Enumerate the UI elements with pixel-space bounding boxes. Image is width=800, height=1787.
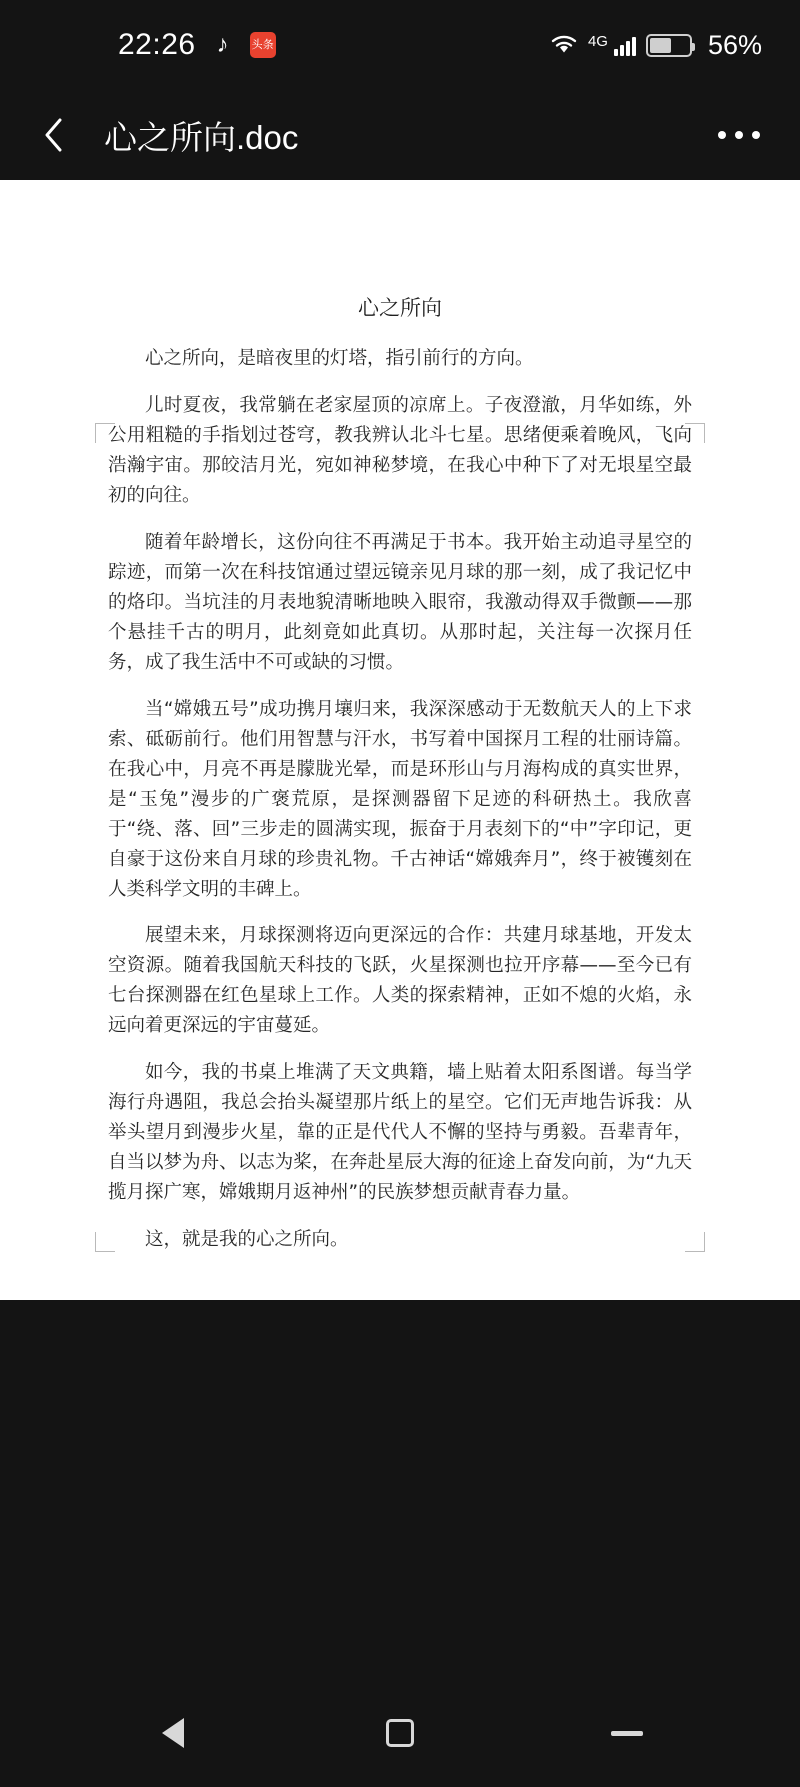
tiktok-icon: ♪ xyxy=(216,31,229,58)
document-scroll-area[interactable] xyxy=(0,180,800,1300)
toutiao-icon: 头条 xyxy=(250,32,276,58)
document-paragraph: 这，就是我的心之所向。 xyxy=(145,1229,349,1251)
document-paragraph: 心之所向，是暗夜里的灯塔，指引前行的方向。 xyxy=(145,348,534,369)
document-paragraph: 展望未来，月球探测将迈向更深远的合作：共建月球基地，开发太空资源。随着我国航天科技的飞跃，火星探测也拉开序幕——至今已有七台探测器在红色星球上工作。人类的探索精神，正如不熄的火焰，永远向着更深远的宇宙蔓延。 xyxy=(108,925,692,1037)
status-time: 22:26 xyxy=(118,28,196,61)
document-paragraph: 儿时夏夜，我常躺在老家屋顶的凉席上。子夜澄澈，月华如练，外公用粗糙的手指划过苍穹，教我辨认北斗七星。思绪便乘着晚风，飞向浩瀚宇宙。那皎洁月光，宛如神秘梦境，在我心中种下了对无垠星空最初的向往。 xyxy=(108,394,692,506)
battery-icon xyxy=(646,34,692,57)
document-body xyxy=(0,292,800,1255)
battery-percent-label: 56% xyxy=(707,29,762,60)
system-nav-bar xyxy=(0,1679,800,1787)
status-bar-left xyxy=(118,28,276,62)
nav-recent-icon[interactable] xyxy=(592,1698,662,1768)
crop-mark-bottom-left xyxy=(95,1232,115,1252)
document-paragraph: 随着年龄增长，这份向往不再满足于书本。我开始主动追寻星空的踪迹，而第一次在科技馆通过望远镜亲见月球的那一刻，成了我记忆中的烙印。当坑洼的月表地貌清晰地映入眼帘，我激动得双手微颤——那个悬挂千古的明月，此刻竟如此真切。从那时起，关注每一次探月任务，成了我生活中不可或缺的习惯。 xyxy=(108,531,692,673)
nav-back-icon[interactable] xyxy=(138,1698,208,1768)
nav-home-icon[interactable] xyxy=(365,1698,435,1768)
status-bar-right xyxy=(550,30,762,61)
document-paragraph: 如今，我的书桌上堆满了天文典籍，墙上贴着太阳系图谱。每当学海行舟遇阻，我总会抬头凝望那片纸上的星空。它们无声地告诉我：从举头望月到漫步火星，靠的正是代代人不懈的坚持与勇毅。吾辈青年，自当以梦为舟、以志为桨，在奔赴星辰大海的征途上奋发向前，为“九天揽月探广寒，嫦娥期月返神州”的民族梦想贡献青春力量。 xyxy=(108,1062,692,1204)
crop-mark-bottom-right xyxy=(685,1232,705,1252)
more-options-icon[interactable] xyxy=(712,119,766,151)
document-page xyxy=(0,180,800,1255)
document-heading: 心之所向 xyxy=(358,296,442,320)
network-type-label: 4G xyxy=(587,32,608,50)
status-bar xyxy=(0,0,800,90)
crop-mark-top-left xyxy=(95,423,115,443)
signal-bars-icon xyxy=(614,34,636,56)
page-title: 心之所向.doc xyxy=(104,118,299,156)
back-chevron-icon[interactable] xyxy=(34,115,74,155)
crop-mark-top-right xyxy=(685,423,705,443)
app-bar xyxy=(0,90,800,180)
document-paragraph: 当“嫦娥五号”成功携月壤归来，我深深感动于无数航天人的上下求索、砥砺前行。他们用智慧与汗水，书写着中国探月工程的壮丽诗篇。在我心中，月亮不再是朦胧光晕，而是环形山与月海构成的真实世界，是“玉兔”漫步的广褒荒原，是探测器留下足迹的科研热土。我欣喜于“绕、落、回”三步走的圆满实现，振奋于月表刻下的“中”字印记，更自豪于这份来自月球的珍贵礼物。千古神话“嫦娥奔月”，终于被镬刻在人类科学文明的丰碑上。 xyxy=(108,698,692,900)
wifi-icon xyxy=(550,34,578,56)
